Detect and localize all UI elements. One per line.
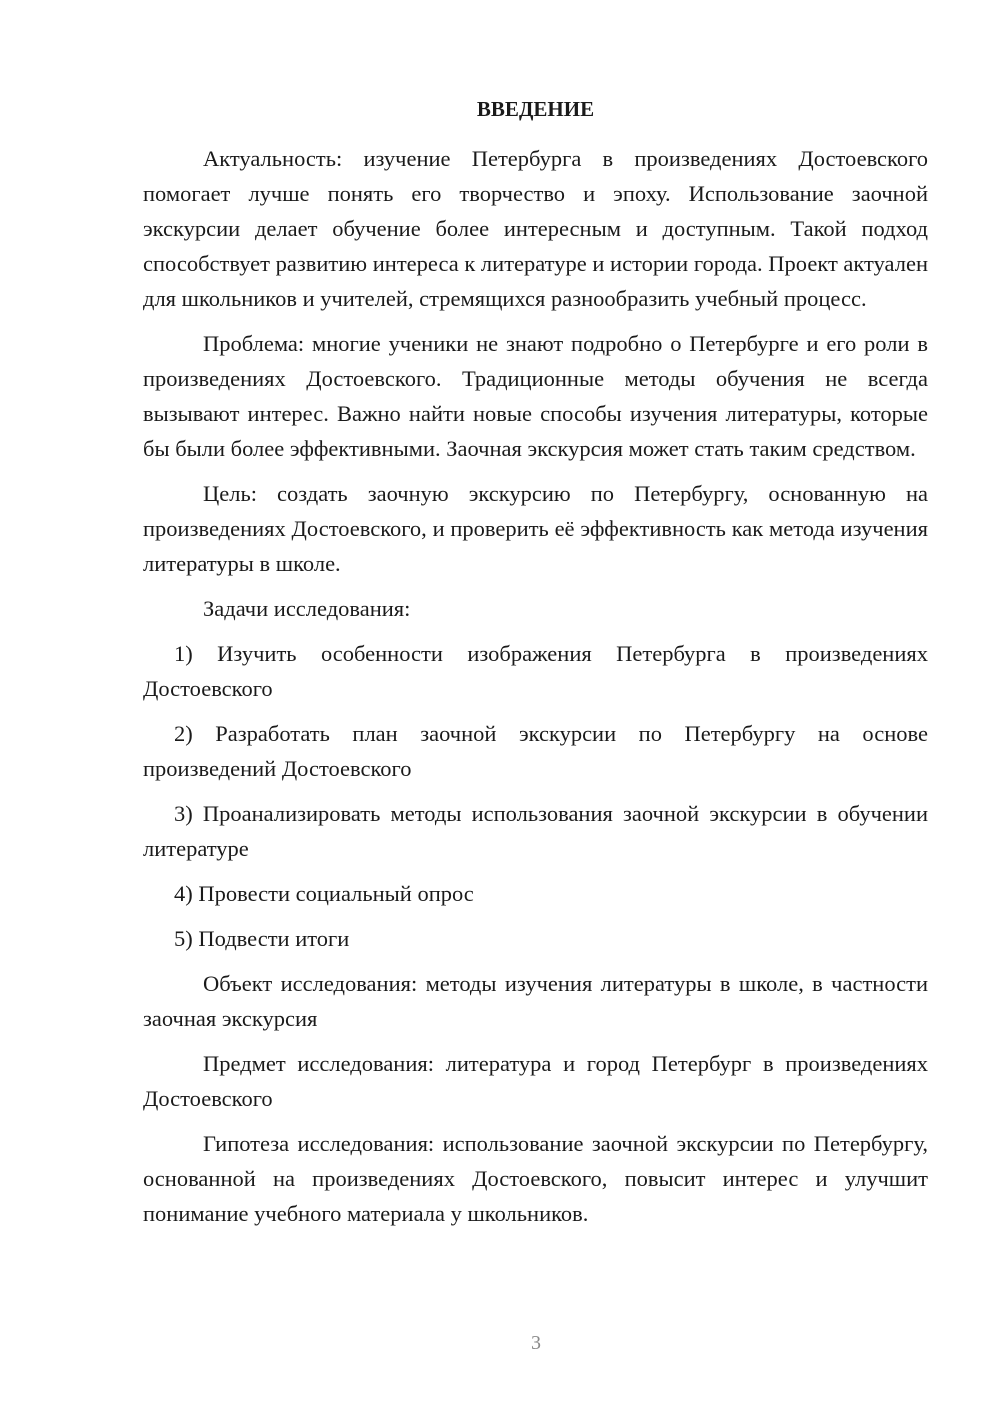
paragraph-goal: Цель: создать заочную экскурсию по Петербургу, основанную на произведениях Достоевского, и проверить её эффективность как метода изучения литературы в школе. — [143, 481, 928, 576]
list-item: 3) Проанализировать методы использования заочной экскурсии в обучении литературе — [143, 801, 928, 861]
paragraph-subject: Предмет исследования: литература и город Петербург в произведениях Достоевского — [143, 1051, 928, 1111]
page-number: 3 — [531, 1332, 541, 1354]
paragraph-object: Объект исследования: методы изучения литературы в школе, в частности заочная экскурсия — [143, 971, 928, 1031]
tasks-label: Задачи исследования: — [203, 596, 411, 621]
paragraph-relevance: Актуальность: изучение Петербурга в произведениях Достоевского помогает лучше понять его творчество и эпоху. Использование заочной экскурсии делает обучение более интересным и доступным. Такой подход способствует развитию интереса к литературе и истории города. Проект актуален для школьников и учителей, стремящихся разнообразить учебный процесс. — [143, 146, 928, 311]
page-title: ВВЕДЕНИЕ — [476, 97, 595, 121]
document-page — [143, 92, 928, 1241]
paragraph-problem: Проблема: многие ученики не знают подробно о Петербурге и его роли в произведениях Достоевского. Традиционные методы обучения не всегда вызывают интерес. Важно найти новые способы изучения литературы, которые бы были более эффективными. Заочная экскурсия может стать таким средством. — [143, 331, 928, 461]
list-item: 1) Изучить особенности изображения Петербурга в произведениях Достоевского — [143, 641, 928, 701]
paragraph-hypothesis: Гипотеза исследования: использование заочной экскурсии по Петербургу, основанной на произведениях Достоевского, повысит интерес и улучшит понимание учебного материала у школьников. — [143, 1131, 928, 1226]
list-item: 5) Подвести итоги — [174, 926, 350, 951]
list-item: 2) Разработать план заочной экскурсии по Петербургу на основе произведений Достоевского — [143, 721, 928, 781]
list-item: 4) Провести социальный опрос — [174, 881, 474, 906]
tasks-list — [143, 636, 928, 956]
